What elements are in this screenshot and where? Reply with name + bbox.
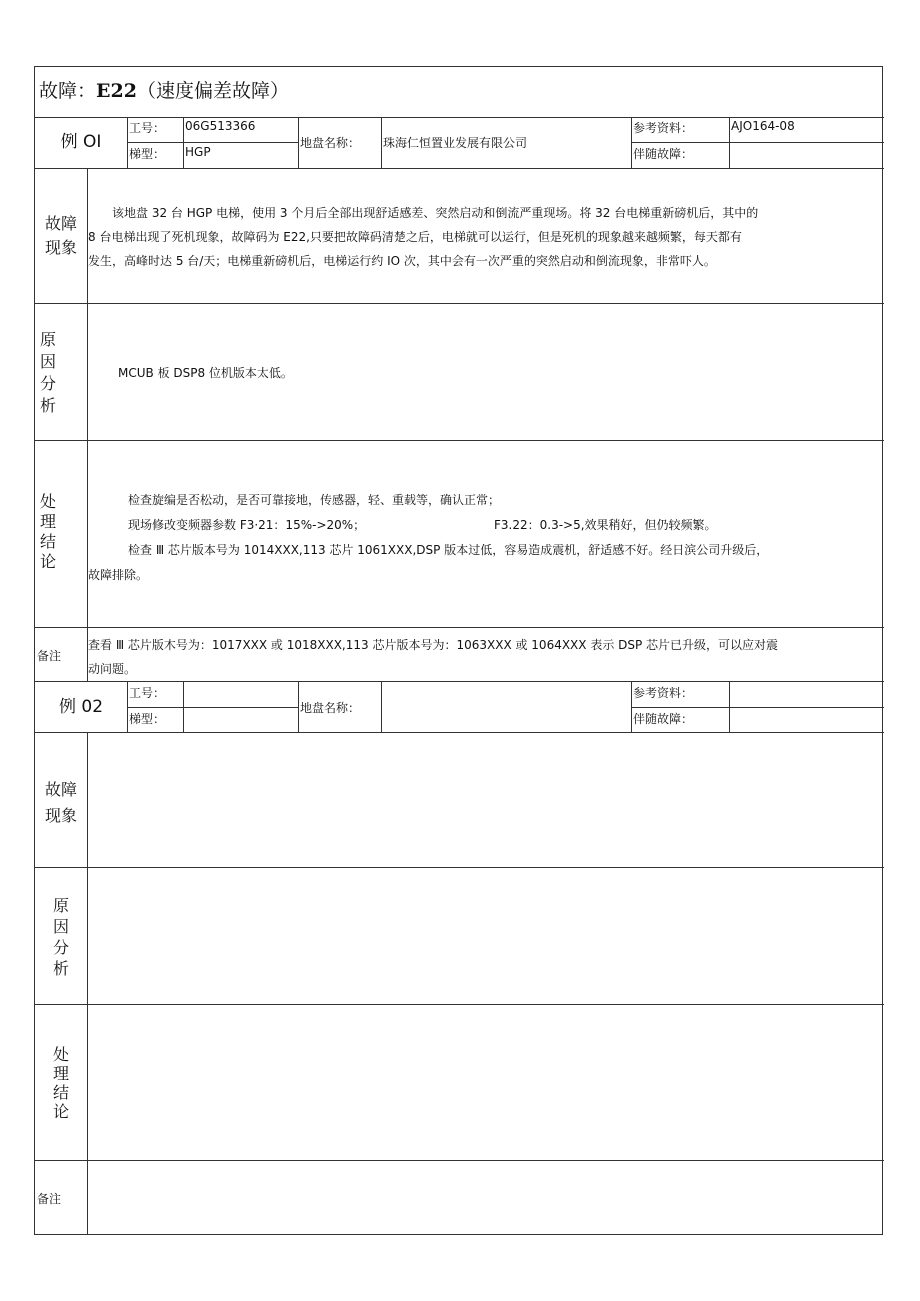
phenomenon-line: 该地盘 32 台 HGP 电梯，使用 3 个月后全部出现舒适感差、突然启动和倒流严重现场。将 32 台电梯重新磅机后，其中的 — [112, 206, 759, 220]
handling-label-char: 理 — [52, 1064, 69, 1083]
phenomenon-label-line: 现象 — [44, 806, 77, 825]
rule — [127, 681, 128, 732]
phenomenon-label-line: 现象 — [44, 238, 77, 257]
case-2-label: 例 02 — [58, 697, 104, 717]
rule — [35, 867, 884, 868]
case-1-handling-line-4: 故障排除。 — [88, 568, 149, 582]
cause-label — [35, 895, 87, 979]
rule — [298, 117, 299, 168]
rule — [729, 681, 730, 732]
cause-label-char: 分 — [39, 374, 56, 393]
handling-label-char: 结 — [39, 532, 56, 551]
job-no-label: 工号： — [129, 121, 166, 135]
rule — [631, 707, 884, 708]
phenomenon-label-line: 故障 — [44, 214, 77, 233]
rule — [35, 1004, 884, 1005]
cause-label-char: 原 — [52, 896, 69, 915]
handling-label-char: 处 — [39, 492, 56, 511]
case-1-model: HGP — [185, 145, 211, 159]
reference-label: 参考资料： — [633, 121, 694, 135]
phenomenon-line: 8 台电梯出现了死机现象，故障码为 E22,只要把故障码清楚之后，电梯就可以运行，但是死机的现象越来越频繁，每天都有 — [88, 230, 742, 244]
rule — [183, 117, 184, 168]
rule — [381, 117, 382, 168]
phenomenon-label-line: 故障 — [44, 780, 77, 799]
case-1-handling-line-3: 检查 Ⅲ 芯片版本号为 1014XXX,113 芯片 1061XXX,DSP 版本过低，容易造成震机，舒适感不好。经日滨公司升级后， — [128, 543, 769, 557]
phenomenon-label — [35, 212, 87, 260]
site-name-label: 地盘名称： — [300, 701, 361, 715]
title-code: E22 — [96, 80, 137, 102]
handling-label-char: 结 — [52, 1083, 69, 1102]
rule — [35, 732, 884, 733]
cause-label-char: 分 — [52, 938, 69, 957]
cause-label-char: 因 — [39, 352, 56, 371]
rule — [631, 117, 632, 168]
title-prefix: 故障： — [39, 80, 97, 102]
cause-label-char: 因 — [52, 917, 69, 936]
rule — [35, 681, 884, 682]
case-1-handling-line-2b: F3.22：0.3->5,效果稍好，但仍较频繁。 — [494, 518, 717, 532]
case-1-reference: AJO164-08 — [731, 119, 795, 133]
case-1-cause: MCUB 板 DSP8 位机版本太低。 — [118, 366, 293, 380]
rule — [729, 117, 730, 168]
handling-label-char: 理 — [39, 512, 56, 531]
rule — [631, 142, 884, 143]
phenomenon-line: 发生，高峰时达 5 台/天；电梯重新磅机后，电梯运行约 IO 次，其中会有一次严重的突然启动和倒流现象，非常吓人。 — [88, 254, 716, 268]
page-title — [39, 79, 289, 103]
rule — [183, 681, 184, 732]
rule — [631, 681, 632, 732]
rule — [35, 440, 884, 441]
reference-label: 参考资料： — [633, 686, 694, 700]
cause-label-char: 析 — [39, 396, 56, 415]
site-name-label: 地盘名称： — [300, 136, 361, 150]
rule — [127, 142, 298, 143]
rule — [127, 117, 128, 168]
rule — [87, 732, 88, 1235]
case-1-label: 例 OI — [60, 132, 102, 152]
case-1-job-no: 06G513366 — [185, 119, 256, 133]
handling-label — [35, 1045, 87, 1121]
rule — [35, 627, 884, 628]
phenomenon-label — [35, 777, 87, 829]
rule — [381, 681, 382, 732]
model-label: 梯型： — [129, 712, 166, 726]
case-1-handling-line-2a: 现场修改变频器参数 F3·21：15%->20%； — [128, 518, 366, 532]
title-suffix: （速度偏差故障） — [136, 80, 289, 102]
model-label: 梯型： — [129, 147, 166, 161]
rule — [35, 303, 884, 304]
remarks-line: 查看 Ⅲ 芯片版木号为：1017XXX 或 1018XXX,113 芯片版本号为：1063XXX 或 1064XXX 表示 DSP 芯片已升级，可以应对震 — [88, 638, 779, 652]
accompanying-fault-label: 伴随故障： — [633, 712, 694, 726]
cause-label — [35, 329, 61, 417]
job-no-label: 工号： — [129, 686, 166, 700]
case-1-remarks — [88, 633, 778, 681]
cause-label-char: 原 — [39, 330, 56, 349]
rule — [35, 168, 884, 169]
remarks-line: 动问题。 — [88, 662, 137, 676]
rule — [35, 117, 884, 118]
handling-label-char: 论 — [39, 552, 56, 571]
handling-label-char: 论 — [52, 1102, 69, 1121]
rule — [35, 1160, 884, 1161]
case-1-site-name: 珠海仁恒置业发展有限公司 — [383, 136, 528, 150]
fault-record-form — [34, 66, 883, 1235]
accompanying-fault-label: 伴随故障： — [633, 147, 694, 161]
rule — [298, 681, 299, 732]
remarks-label: 备注 — [37, 1192, 62, 1206]
case-1-phenomenon — [88, 201, 884, 273]
case-1-handling-line-1: 检查旋编是否松动，是否可靠接地，传感器，轻、重载等，确认正常； — [128, 493, 501, 507]
remarks-label: 备注 — [37, 649, 62, 663]
rule — [127, 707, 298, 708]
handling-label — [35, 492, 61, 572]
handling-label-char: 处 — [52, 1045, 69, 1064]
cause-label-char: 析 — [52, 959, 69, 978]
